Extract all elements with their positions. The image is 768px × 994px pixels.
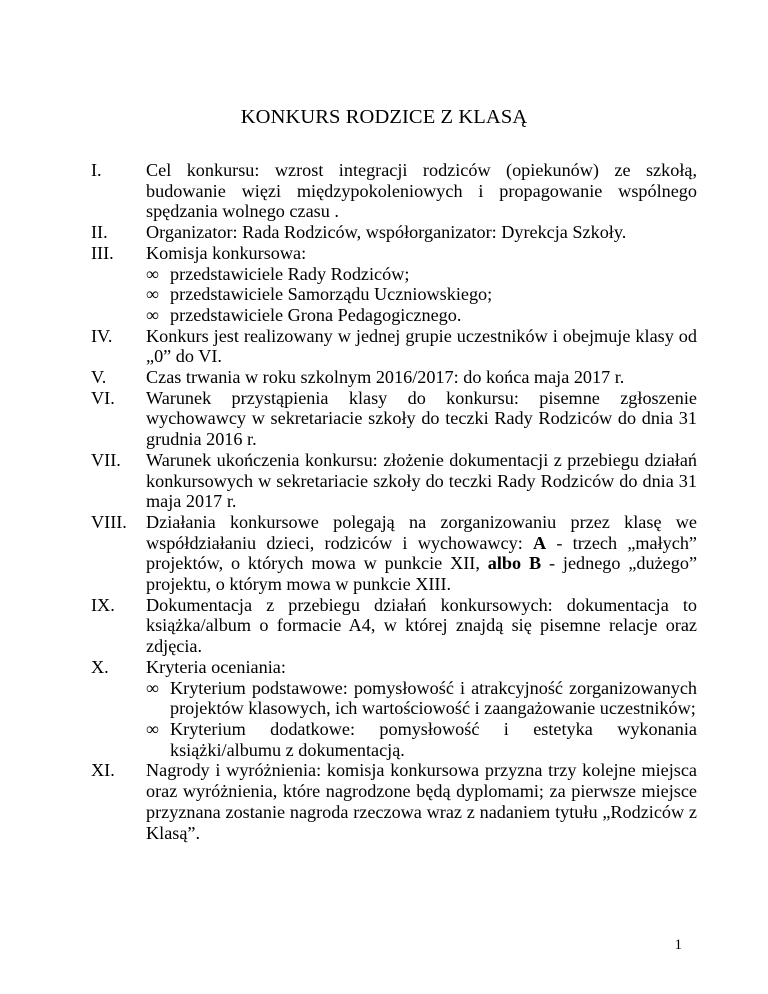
infinity-bullet-icon: ∞ bbox=[146, 284, 159, 305]
section-1 bbox=[0, 160, 697, 222]
section-number: V. bbox=[91, 367, 107, 388]
list-item bbox=[146, 284, 697, 305]
section-text-part: - jednego „dużego” projektu, o którym mowa w punkcie XIII. bbox=[146, 553, 698, 595]
section-8 bbox=[0, 512, 697, 595]
section-list bbox=[0, 160, 768, 843]
section-number: XI. bbox=[91, 760, 115, 781]
section-5 bbox=[0, 367, 697, 388]
section-text: Komisja konkursowa: bbox=[146, 242, 307, 263]
section-number: VII. bbox=[91, 449, 121, 470]
list-item bbox=[146, 305, 697, 326]
section-4 bbox=[0, 326, 697, 367]
section-number: IV. bbox=[91, 325, 113, 346]
section-text: Warunek przystąpienia klasy do konkursu: pisemne zgłoszenie wychowawcy w sekretariacie szkoły do teczki Rady Rodziców do dnia 31 grudnia 2016 r. bbox=[146, 387, 697, 450]
list-item-text: przedstawiciele Grona Pedagogicznego. bbox=[170, 304, 462, 325]
section-number: IX. bbox=[91, 594, 115, 615]
section-text-part: - trzech „małych” projektów, o których mowa w punkcie XII, bbox=[146, 532, 698, 574]
section-6 bbox=[0, 388, 697, 450]
section-11 bbox=[0, 760, 697, 843]
section-text: Czas trwania w roku szkolnym 2016/2017: do końca maja 2017 r. bbox=[146, 367, 625, 388]
infinity-bullet-icon: ∞ bbox=[146, 718, 159, 739]
section-text: Organizator: Rada Rodziców, współorganizator: Dyrekcja Szkoły. bbox=[146, 222, 627, 243]
infinity-bullet-icon: ∞ bbox=[146, 677, 159, 698]
list-item-text: Kryterium dodatkowe: pomysłowość i estetyka wykonania książki/albumu z dokumentacją. bbox=[170, 718, 697, 760]
section-text: Kryteria oceniania: bbox=[146, 656, 286, 677]
page-number: 1 bbox=[674, 937, 682, 953]
section-7 bbox=[0, 450, 697, 512]
section-number: I. bbox=[91, 160, 102, 180]
list-item-text: przedstawiciele Samorządu Uczniowskiego; bbox=[170, 284, 493, 305]
section-number: VI. bbox=[91, 387, 115, 408]
committee-list bbox=[146, 264, 697, 326]
section-text: Cel konkursu: wzrost integracji rodziców (opiekunów) ze szkołą, budowanie więzi międzypokoleniowych i propagowanie wspólnego spędzania wolnego czasu . bbox=[146, 160, 697, 222]
section-number: VIII. bbox=[91, 511, 127, 532]
section-text: Warunek ukończenia konkursu: złożenie dokumentacji z przebiegu działań konkursowych w sekretariacie szkoły do teczki Rady Rodziców do dnia 31 maja 2017 r. bbox=[146, 449, 697, 512]
section-text-part: Działania konkursowe polegają na zorganizowaniu przez klasę we współdziałaniu dzieci, rodziców i wychowawcy: bbox=[146, 511, 697, 553]
infinity-bullet-icon: ∞ bbox=[146, 304, 159, 325]
list-item bbox=[146, 678, 697, 719]
section-text: Konkurs jest realizowany w jednej grupie uczestników i obejmuje klasy od „0” do VI. bbox=[146, 325, 697, 367]
list-item-text: przedstawiciele Rady Rodziców; bbox=[170, 263, 410, 284]
list-item bbox=[146, 719, 697, 760]
criteria-list bbox=[146, 678, 697, 761]
option-a-label: A bbox=[533, 532, 547, 553]
infinity-bullet-icon: ∞ bbox=[146, 263, 159, 284]
section-number: III. bbox=[91, 242, 114, 263]
section-number: X. bbox=[91, 656, 109, 677]
section-text: Dokumentacja z przebiegu działań konkursowych: dokumentacja to książka/album o formacie A4, w której znajdą się pisemne relacje oraz zdjęcia. bbox=[146, 594, 697, 657]
document-title: KONKURS RODZICE Z KLASĄ bbox=[240, 106, 528, 128]
section-number: II. bbox=[91, 222, 108, 243]
section-3 bbox=[0, 243, 697, 326]
section-9 bbox=[0, 595, 697, 657]
list-item bbox=[146, 264, 697, 285]
option-b-label: albo B bbox=[487, 553, 542, 574]
section-text bbox=[146, 512, 697, 595]
section-10 bbox=[0, 657, 697, 761]
section-2 bbox=[0, 222, 697, 243]
section-text: Nagrody i wyróżnienia: komisja konkursowa przyzna trzy kolejne miejsca oraz wyróżnienia, które nagrodzone będą dyplomami; za pierwsze miejsce przyznana zostanie nagroda rzeczowa wraz z nadaniem tytułu „Rodziców z Klasą”. bbox=[146, 760, 697, 843]
list-item-text: Kryterium podstawowe: pomysłowość i atrakcyjność zorganizowanych projektów klasowych, ich wartościowość i zaangażowanie uczestników; bbox=[170, 677, 697, 719]
